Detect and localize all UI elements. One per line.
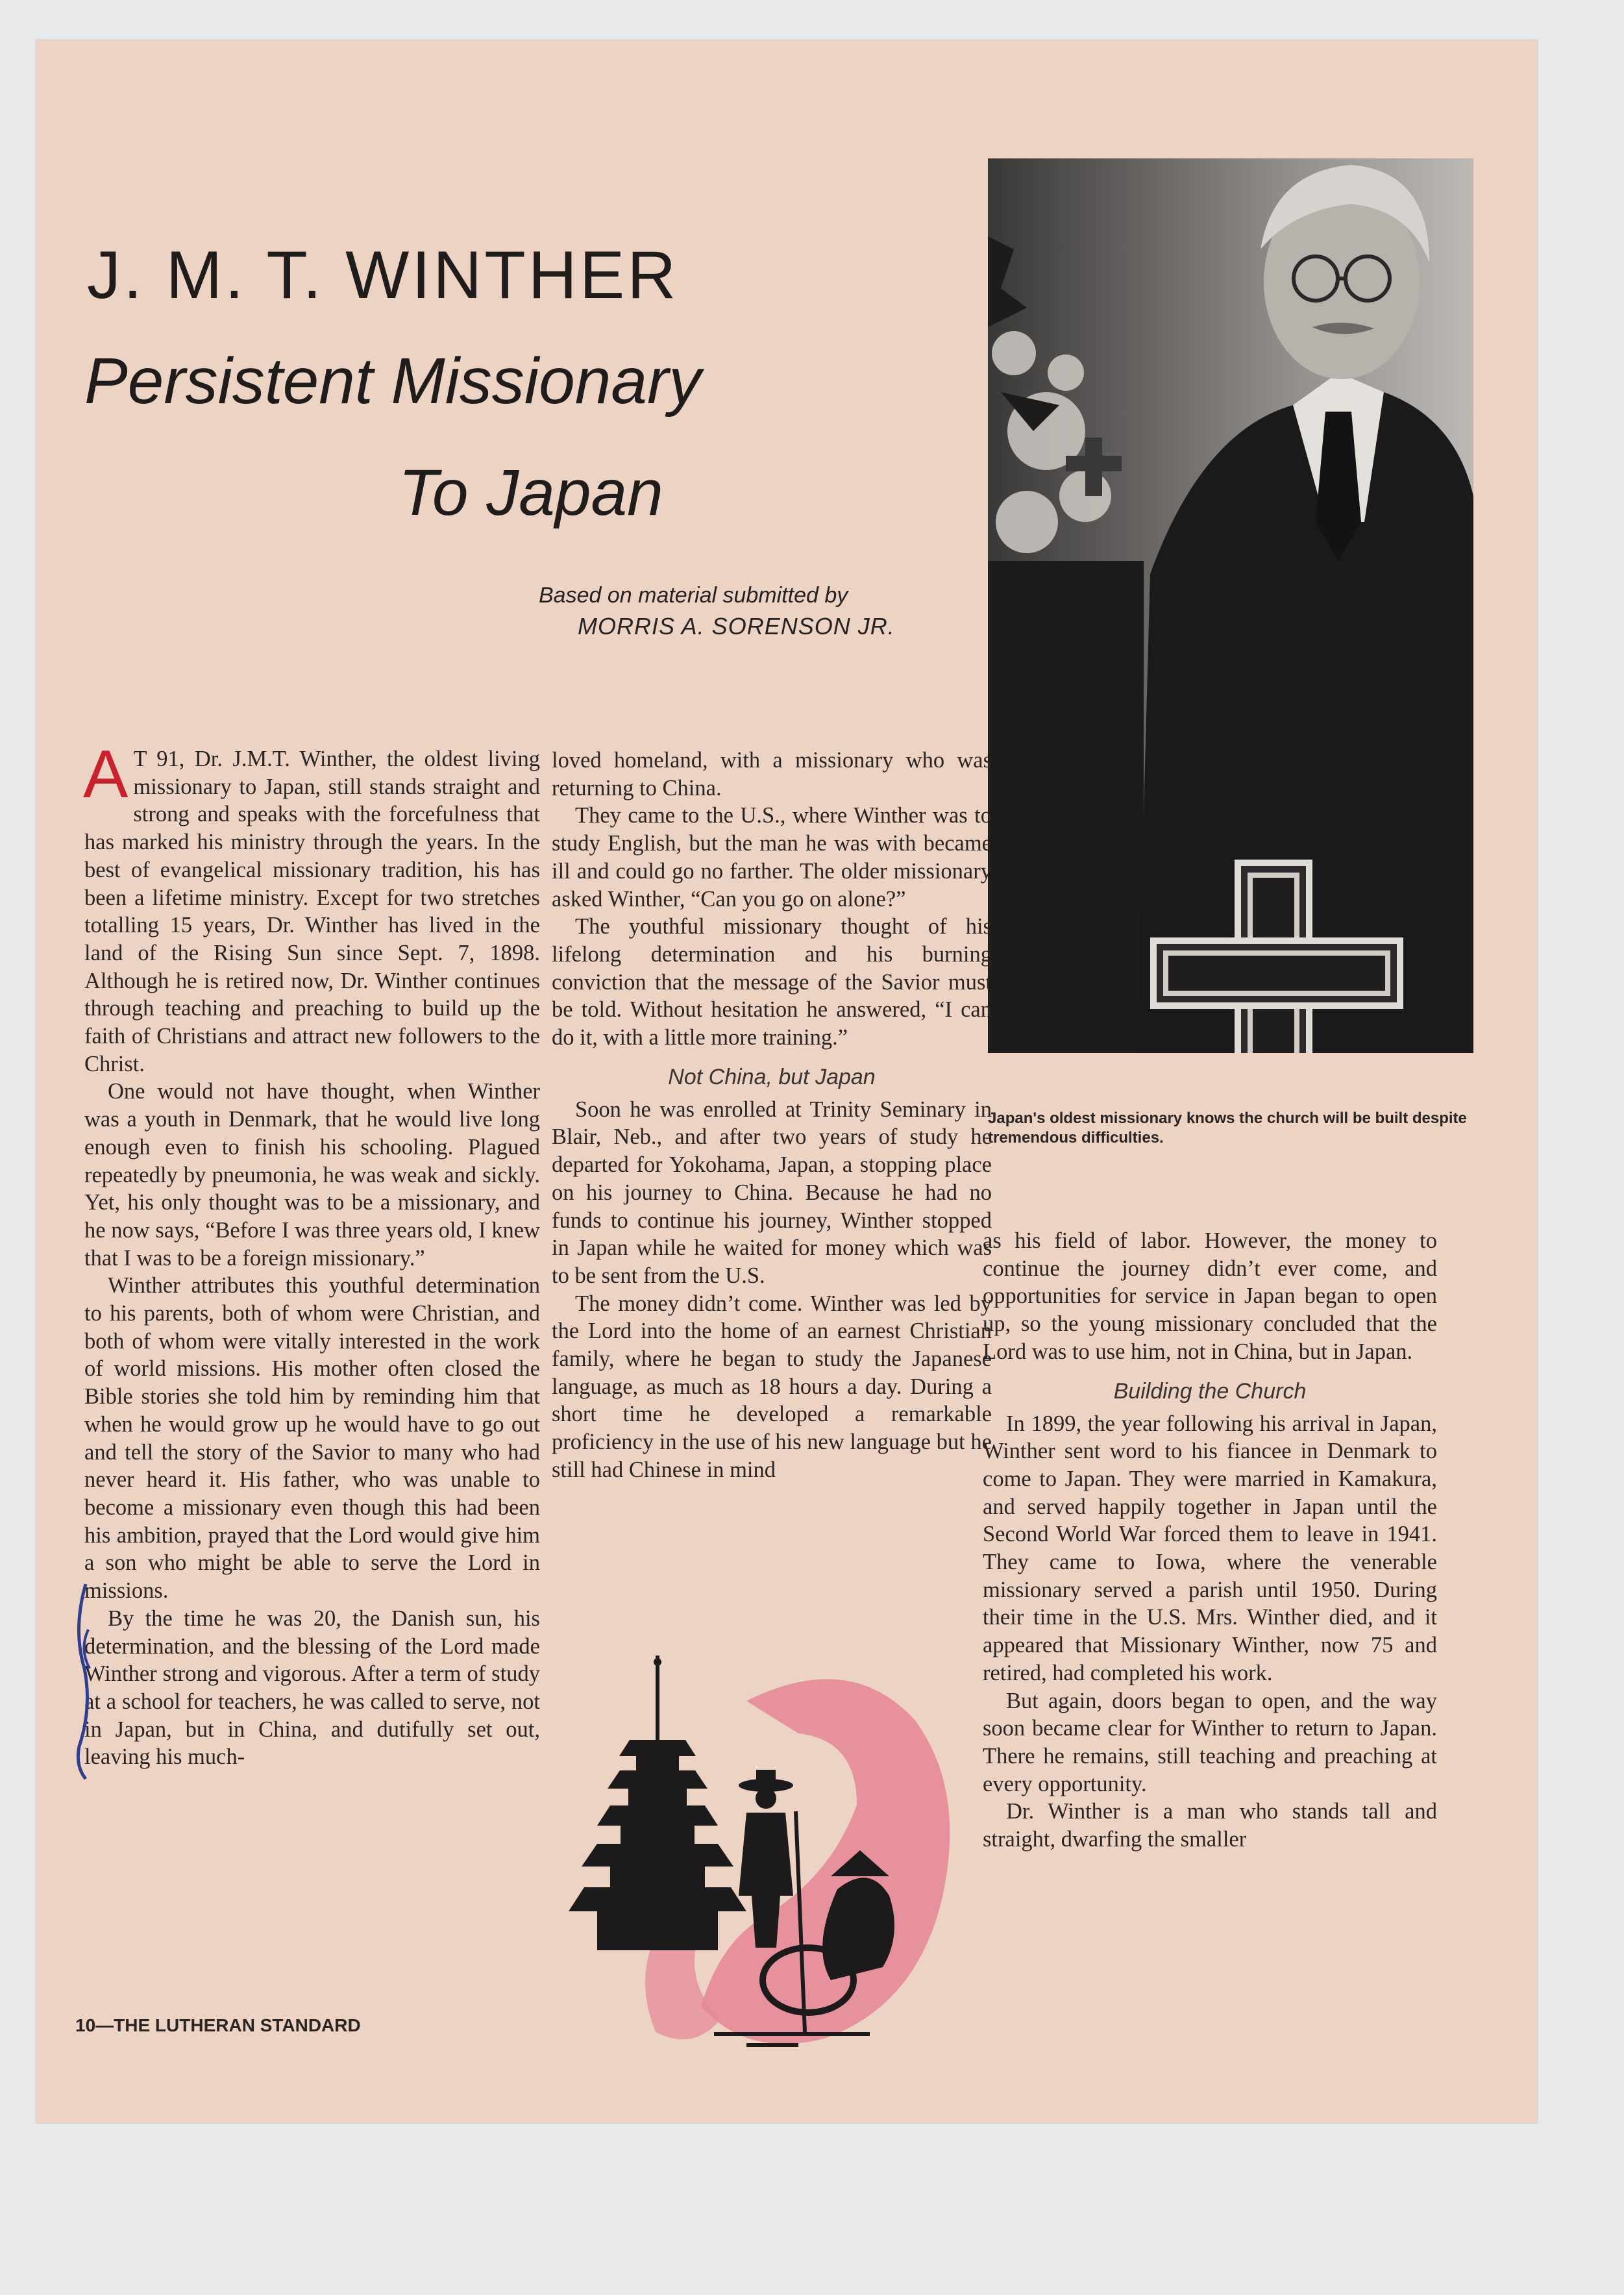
- drop-cap-letter: A: [83, 737, 129, 812]
- byline-intro: Based on material submitted by: [539, 583, 848, 608]
- pagoda-illustration: [552, 1643, 967, 2058]
- paragraph: loved homeland, with a missionary who was returning to China.: [552, 748, 992, 800]
- paragraph: Soon he was enrolled at Trinity Seminary in Blair, Neb., and after two years of study he departed for Yokohama, Japan, a stopping place on his journey to China. Because he had no funds to continue his journey, Winther stopped in Japan while he waited for money which was to be sent from the U.S.: [552, 1097, 992, 1288]
- paragraph: By the time he was 20, the Danish sun, his determination, and the blessing of the Lord made Winther strong and vigorous. After a term of study at a school for teachers, he was called to serve, not in Japan, but in China, and dutifully set out, leaving his much-: [84, 1606, 540, 1770]
- article-subtitle-line2: To Japan: [399, 456, 663, 529]
- paragraph: In 1899, the year following his arrival in Japan, Winther sent word to his fiancee in Denmark to come to Japan. They were married in Kamakura, and served happily together in Japan until the Second World War forced them to leave in 1941. They came to Iowa, where the venerable missionary served a parish until 1950. During their time in the U.S. Mrs. Winther died, and it appeared that Missionary Winther, now 75 and retired, had completed his work.: [983, 1411, 1437, 1685]
- paragraph-text: T 91, Dr. J.M.T. Winther, the oldest living missionary to Japan, still stands straight and strong and speaks with the forcefulness that has marked his ministry through the years. In the best of evangelical missionary tradition, his has been a lifetime ministry. Except for two stretches totalling 15 years, Dr. Winther has lived in the land of the Rising Sun since Sept. 7, 1898. Although he is retired now, Dr. Winther continues through teaching and preaching to build up the faith of Christians and attract new followers to the Christ.: [84, 747, 540, 1076]
- article-title: J. M. T. WINTHER: [87, 238, 679, 313]
- pen-mark: [60, 1578, 105, 1785]
- article-column-2: [552, 747, 992, 1484]
- section-subhead: Building the Church: [1113, 1378, 1307, 1404]
- byline-author: MORRIS A. SORENSON JR.: [578, 613, 895, 639]
- portrait-image: [988, 158, 1473, 1053]
- section-subhead: Not China, but Japan: [668, 1064, 876, 1089]
- article-subtitle-line1: Persistent Missionary: [84, 345, 702, 417]
- photo-caption: Japan's oldest missionary knows the church will be built despite tremendous difficulties.: [988, 1110, 1467, 1147]
- article-column-1: [83, 737, 540, 1771]
- paragraph: The money didn’t come. Winther was led by the Lord into the home of an earnest Christian family, where he began to study the Japanese language, as much as 18 hours a day. During a short time he developed a remarkable proficiency in the use of his new language but he still had Chinese in mind: [552, 1291, 992, 1482]
- paragraph: Dr. Winther is a man who stands tall and straight, dwarfing the smaller: [983, 1799, 1437, 1852]
- page-footer: 10—THE LUTHERAN STANDARD: [75, 2015, 361, 2035]
- paragraph: They came to the U.S., where Winther was to study English, but the man he was with became ill and could go no farther. The older missionary asked Winther, “Can you go on alone?”: [552, 803, 992, 912]
- paragraph: But again, doors began to open, and the way soon became clear for Winther to return to Japan. There he remains, still teaching and preaching at every opportunity.: [983, 1688, 1437, 1796]
- paragraph: The youthful missionary thought of his lifelong determination and his burning conviction that the message of the Savior must be told. Without hesitation he answered, “I can do it, with a little more training.”: [552, 914, 992, 1050]
- article-column-3: [983, 1227, 1437, 1854]
- paragraph: Winther attributes this youthful determination to his parents, both of whom were Christian, and both of whom were vitally interested in the work of world missions. His mother often closed the Bible stories she told him by reminding him that when he would grow up he would have to go out and tell the story of the Savior to many who had never heard it. His father, who was unable to become a missionary even though this had been his ambition, prayed that the Lord would give him a son who might be able to serve the Lord in missions.: [84, 1273, 540, 1604]
- paragraph: [83, 737, 540, 1078]
- paragraph: as his field of labor. However, the money to continue the journey didn’t ever come, and opportunities for service in Japan began to open up, so the young missionary concluded that the Lord was to use him, not in China, but in Japan.: [983, 1228, 1437, 1364]
- missionary-portrait-photo: [988, 158, 1473, 1053]
- paragraph: One would not have thought, when Winther was a youth in Denmark, that he would live long enough even to finish his schooling. Plagued repeatedly by pneumonia, he was weak and sickly. Yet, his only thought was to be a missionary, and he now says, “Before I was three years old, I knew that I was to be a foreign missionary.”: [84, 1079, 540, 1271]
